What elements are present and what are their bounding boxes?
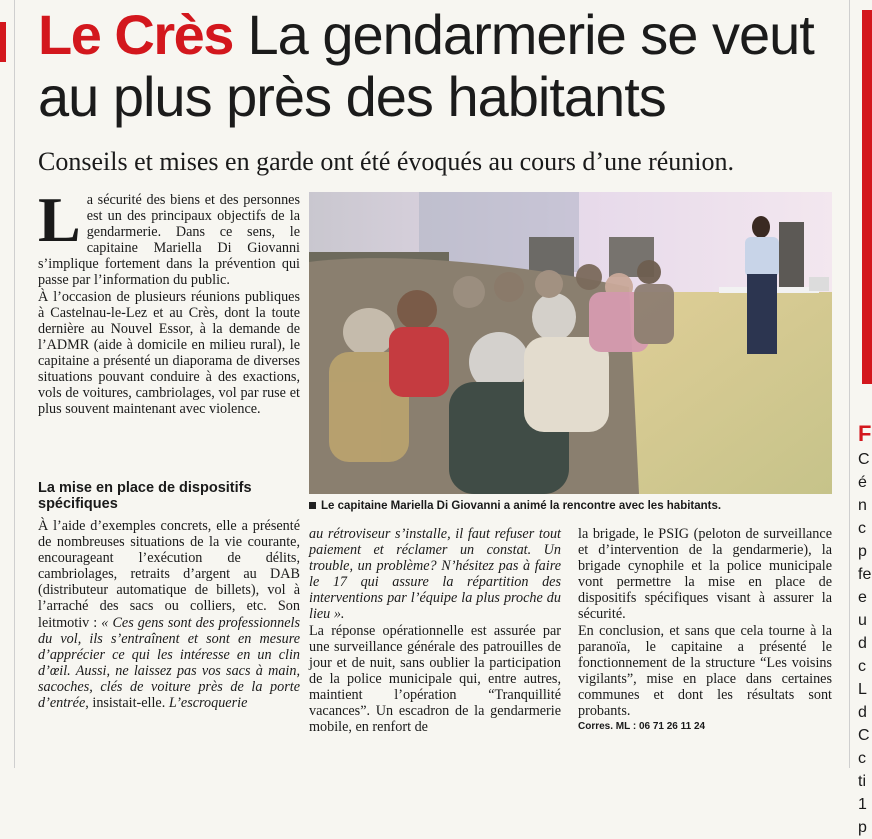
adjacent-letter: c bbox=[858, 750, 866, 767]
quote-attribution: , insistait-elle. bbox=[85, 695, 169, 712]
adjacent-letter: c bbox=[858, 520, 866, 537]
quote-rest: au rétroviseur s’installe, il faut refuser tout paiement et réclamer un constat. Un trouble, un problème? N’hésitez pas à faire le 17 qui assure la répartition des interventions par l’équipe la plus proche du lieu ». bbox=[309, 526, 561, 623]
correspondent-credit: Corres. ML : 06 71 26 11 24 bbox=[578, 721, 706, 733]
adjacent-letter: d bbox=[858, 704, 867, 721]
adjacent-red-block bbox=[862, 10, 872, 384]
paragraph-conclusion: En conclusion, et sans que cela tourne à la paranoïa, le capitaine a présenté le fonctionnement de la structure “Les voisins vigilants”, mise en place dans certaines communes et dont les résultats sont probants. bbox=[578, 622, 832, 720]
adjacent-letter: ti bbox=[858, 773, 866, 790]
headline-place: Le Crès bbox=[38, 3, 233, 66]
adjacent-letter: C bbox=[858, 451, 870, 468]
section-subhead: La mise en place de dispositifs spécifiques bbox=[38, 480, 252, 512]
paragraph-brigade: la brigade, le PSIG (peloton de surveillance et d’intervention de la gendarmerie), la brigade cynophile et la police municipale vont permettre la mise en place de dispositifs spécifiques visant à assurer la sécurité. bbox=[578, 526, 832, 623]
quote-leitmotiv: « Ces gens sont des professionnels du vol, ils s’entraînent et sont en mesure d’apprécier ce qui les intéresse en un clin d’œil. Aussi, ne laissez pas vos sacs à main, sacoches, clés de voiture près de la porte d’entrée bbox=[38, 614, 300, 712]
adjacent-letter: p bbox=[858, 543, 867, 560]
paragraph-response: La réponse opérationnelle est assurée par une surveillance générale des patrouilles de jour et de nuit, sans oublier la participation de la police municipale qui, entre autres, maintient l’opération “Tranquillité vacances”. Un escadron de la gendarmerie mobile, en renfort de bbox=[309, 622, 561, 736]
column-rule-left bbox=[14, 0, 15, 768]
dropcap: L bbox=[38, 184, 81, 255]
headline-text: La gendarmerie se veut au plus près des habitants bbox=[38, 3, 814, 128]
adjacent-letter: n bbox=[858, 497, 867, 514]
column-rule-right bbox=[849, 0, 850, 768]
adjacent-letter: é bbox=[858, 474, 867, 491]
adjacent-letter: c bbox=[858, 658, 866, 675]
paragraph-meetings: À l’occasion de plusieurs réunions publiques à Castelnau-le-Lez et au Crès, dont la toute dernière au Nouvel Essor, à la demande de l’ADMR (aide à domicile en milieu rural), le capitaine a présenté un diaporama de diverses situations pouvant conduire à des exactions, vols de voitures, cambriolages, vol par ruse et plus souvent maintenant avec violence. bbox=[38, 288, 300, 418]
adjacent-letter: C bbox=[858, 727, 870, 744]
article-column-1 bbox=[38, 184, 300, 418]
paragraph-intro: a sécurité des biens et des personnes est un des principaux objectifs de la gendarmerie. Dans ce sens, le capitaine Mariella Di Giovanni s’implique fortement dans la prévention qui passe par l’information du public. bbox=[38, 192, 300, 289]
red-accent-bar bbox=[0, 22, 6, 62]
adjacent-article-strip bbox=[858, 420, 872, 839]
caption-text: Le capitaine Mariella Di Giovanni a animé la rencontre avec les habitants. bbox=[321, 500, 722, 512]
adjacent-letter: 1 bbox=[858, 796, 867, 813]
meeting-photo bbox=[309, 192, 832, 494]
paragraph-examples: À l’aide d’exemples concrets, elle a présenté de nombreuses situations de la vie courante, encourageant l’exécution de délits, cambriolages, retraits d’argent au DAB (distributeur automatique de billets), vol à l’arraché des sacs ou colliers, etc. Son leitmotiv : bbox=[38, 518, 300, 631]
subtitle: Conseils et mises en garde ont été évoqués au cours d’une réunion. bbox=[38, 147, 735, 176]
article-column-2 bbox=[309, 526, 561, 735]
adjacent-letter: u bbox=[858, 612, 867, 629]
caption-square-icon bbox=[309, 502, 316, 509]
article-column-3 bbox=[578, 526, 832, 735]
adjacent-letter: p bbox=[858, 819, 867, 836]
adjacent-heading-letter: F bbox=[858, 421, 872, 446]
adjacent-letter: fe bbox=[858, 566, 872, 583]
photo-caption bbox=[309, 500, 832, 512]
article-column-1-lower bbox=[38, 518, 300, 711]
headline bbox=[38, 4, 846, 128]
adjacent-letter: d bbox=[858, 635, 867, 652]
quote-continuation: L’escroquerie bbox=[168, 695, 248, 712]
adjacent-letter: L bbox=[858, 681, 867, 698]
adjacent-letter: e bbox=[858, 589, 867, 606]
